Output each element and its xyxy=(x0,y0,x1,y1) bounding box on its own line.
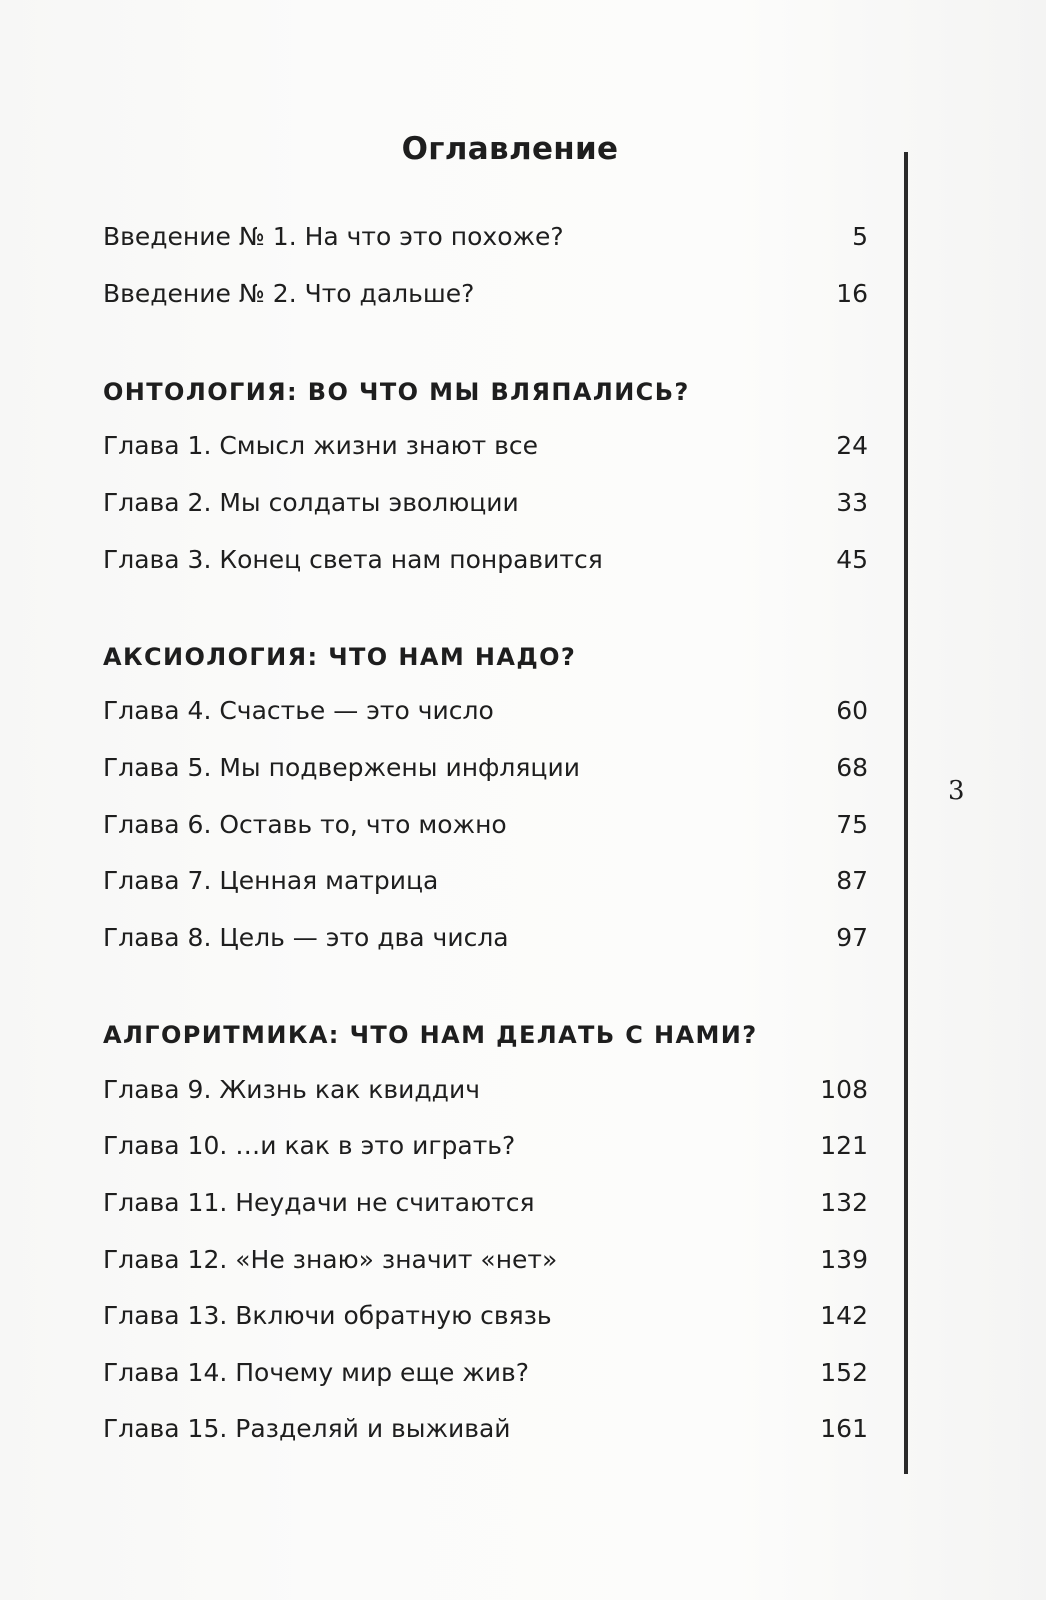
toc-entry-label: Глава 1. Смысл жизни знают все xyxy=(103,431,539,460)
toc-entry-label: Глава 6. Оставь то, что можно xyxy=(103,810,507,839)
toc-entry-page: 75 xyxy=(836,810,868,839)
toc-entry-page: 108 xyxy=(820,1075,868,1104)
toc-entry xyxy=(103,1301,868,1341)
toc-entry-label: Глава 2. Мы солдаты эволюции xyxy=(103,488,519,517)
toc-entry xyxy=(103,1075,868,1115)
toc-entry-label: Глава 11. Неудачи не считаются xyxy=(103,1188,535,1217)
toc-entry xyxy=(103,1131,868,1171)
section-heading: ОНТОЛОГИЯ: ВО ЧТО МЫ ВЛЯПАЛИСЬ? xyxy=(103,378,690,406)
toc-entry-page: 5 xyxy=(852,222,868,251)
toc-entry xyxy=(103,431,868,471)
toc-entry-label: Глава 4. Счастье — это число xyxy=(103,696,494,725)
toc-entry-page: 132 xyxy=(820,1188,868,1217)
toc-entry xyxy=(103,279,868,319)
toc-title: Оглавление xyxy=(401,131,619,167)
toc-entry-label: Глава 15. Разделяй и выживай xyxy=(103,1414,511,1443)
toc-entry-page: 97 xyxy=(836,923,868,952)
toc-entry-page: 161 xyxy=(820,1414,868,1443)
toc-entry-page: 16 xyxy=(836,279,868,308)
toc-entry-label: Глава 5. Мы подвержены инфляции xyxy=(103,753,580,782)
section-heading: АЛГОРИТМИКА: ЧТО НАМ ДЕЛАТЬ С НАМИ? xyxy=(103,1021,758,1049)
toc-entry-page: 121 xyxy=(820,1131,868,1160)
toc-entry-page: 60 xyxy=(836,696,868,725)
toc-entry-page: 152 xyxy=(820,1358,868,1387)
toc-entry xyxy=(103,1245,868,1285)
toc-entry-page: 139 xyxy=(820,1245,868,1274)
toc-entry-label: Глава 14. Почему мир еще жив? xyxy=(103,1358,530,1387)
toc-entry xyxy=(103,1358,868,1398)
toc-entry-page: 45 xyxy=(836,545,868,574)
toc-entry-page: 87 xyxy=(836,866,868,895)
bleed-through-text xyxy=(620,40,627,65)
toc-entry xyxy=(103,1414,868,1454)
toc-entry xyxy=(103,545,868,585)
toc-entry-label: Введение № 1. На что это похоже? xyxy=(103,222,564,251)
toc-entry-label: Глава 8. Цель — это два числа xyxy=(103,923,509,952)
section-heading: АКСИОЛОГИЯ: ЧТО НАМ НАДО? xyxy=(103,643,577,671)
toc-entry-page: 33 xyxy=(836,488,868,517)
toc-entry-page: 142 xyxy=(820,1301,868,1330)
toc-entry-label: Глава 9. Жизнь как квиддич xyxy=(103,1075,480,1104)
toc-entry-label: Глава 13. Включи обратную связь xyxy=(103,1301,552,1330)
toc-entry-label: Глава 7. Ценная матрица xyxy=(103,866,439,895)
page-number: 3 xyxy=(948,776,965,806)
toc-entry-label: Введение № 2. Что дальше? xyxy=(103,279,475,308)
toc-entry xyxy=(103,810,868,850)
toc-entry xyxy=(103,488,868,528)
toc-entry-label: Глава 10. …и как в это играть? xyxy=(103,1131,516,1160)
toc-entry xyxy=(103,753,868,793)
toc-entry xyxy=(103,696,868,736)
toc-entry-page: 24 xyxy=(836,431,868,460)
toc-entry-label: Глава 3. Конец света нам понравится xyxy=(103,545,603,574)
toc-entry-label: Глава 12. «Не знаю» значит «нет» xyxy=(103,1245,558,1274)
toc-entry xyxy=(103,1188,868,1228)
margin-rule xyxy=(904,152,908,1474)
toc-entry xyxy=(103,923,868,963)
toc-entry-page: 68 xyxy=(836,753,868,782)
toc-entry xyxy=(103,866,868,906)
toc-entry xyxy=(103,222,868,262)
